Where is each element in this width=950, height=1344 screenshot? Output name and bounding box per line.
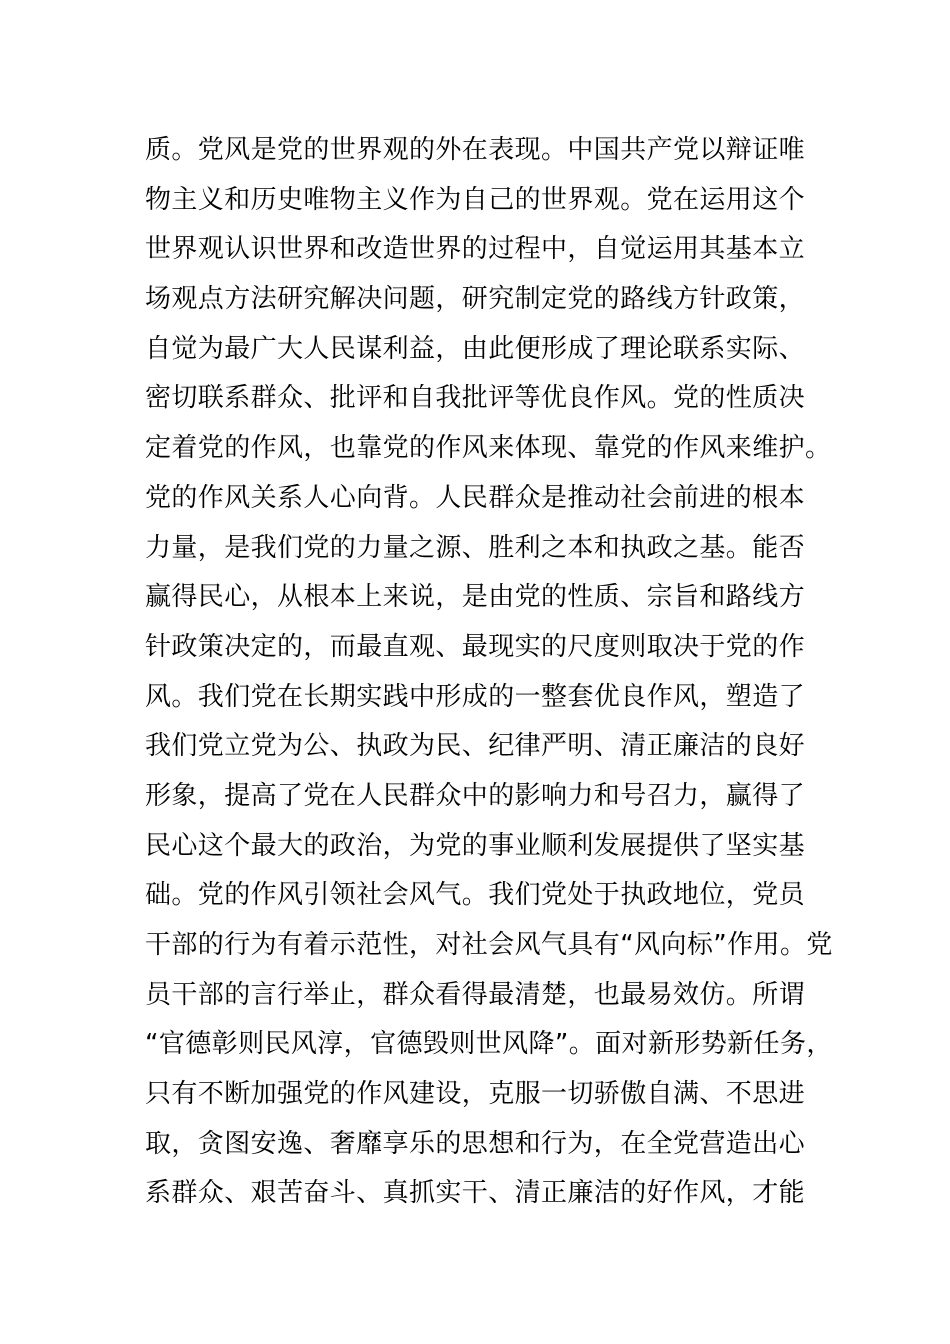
text-line-12: 风。我们党在长期实践中形成的一整套优良作风，塑造了 (145, 681, 806, 712)
text-line-6: 密切联系群众、批评和自我批评等优良作风。党的性质决 (145, 383, 806, 414)
text-line-19: “官德彰则民风淳，官德毁则世风降”。面对新形势新任务， (145, 1029, 833, 1060)
text-line-2: 物主义和历史唯物主义作为自己的世界观。党在运用这个 (145, 184, 806, 215)
text-line-16: 础。党的作风引领社会风气。我们党处于执政地位，党员 (145, 880, 806, 911)
text-line-20: 只有不断加强党的作风建设，克服一切骄傲自满、不思进 (145, 1079, 806, 1110)
text-line-15: 民心这个最大的政治，为党的事业顺利发展提供了坚实基 (145, 830, 806, 861)
text-line-11: 针政策决定的，而最直观、最现实的尺度则取决于党的作 (145, 631, 806, 662)
text-line-21: 取，贪图安逸、奢靡享乐的思想和行为，在全党营造出心 (145, 1128, 806, 1159)
text-line-18: 员干部的言行举止，群众看得最清楚，也最易效仿。所谓 (145, 979, 806, 1010)
text-line-4: 场观点方法研究解决问题，研究制定党的路线方针政策， (145, 284, 806, 315)
text-line-13: 我们党立党为公、执政为民、纪律严明、清正廉洁的良好 (145, 731, 806, 762)
text-line-9: 力量，是我们党的力量之源、胜利之本和执政之基。能否 (145, 532, 806, 563)
text-line-17: 干部的行为有着示范性，对社会风气具有“风向标”作用。党 (145, 930, 833, 960)
text-line-7: 定着党的作风，也靠党的作风来体现、靠党的作风来维护。 (145, 433, 832, 464)
text-line-14: 形象，提高了党在人民群众中的影响力和号召力，赢得了 (145, 780, 806, 811)
text-line-10: 赢得民心，从根本上来说，是由党的性质、宗旨和路线方 (145, 582, 806, 613)
text-line-22: 系群众、艰苦奋斗、真抓实干、清正廉洁的好作风，才能 (145, 1178, 806, 1209)
text-line-3: 世界观认识世界和改造世界的过程中，自觉运用其基本立 (145, 234, 806, 265)
text-line-5: 自觉为最广大人民谋利益，由此便形成了理论联系实际、 (145, 333, 806, 364)
text-line-1: 质。党风是党的世界观的外在表现。中国共产党以辩证唯 (145, 135, 806, 165)
body-text (145, 126, 833, 1219)
text-line-8: 党的作风关系人心向背。人民群众是推动社会前进的根本 (145, 482, 806, 513)
